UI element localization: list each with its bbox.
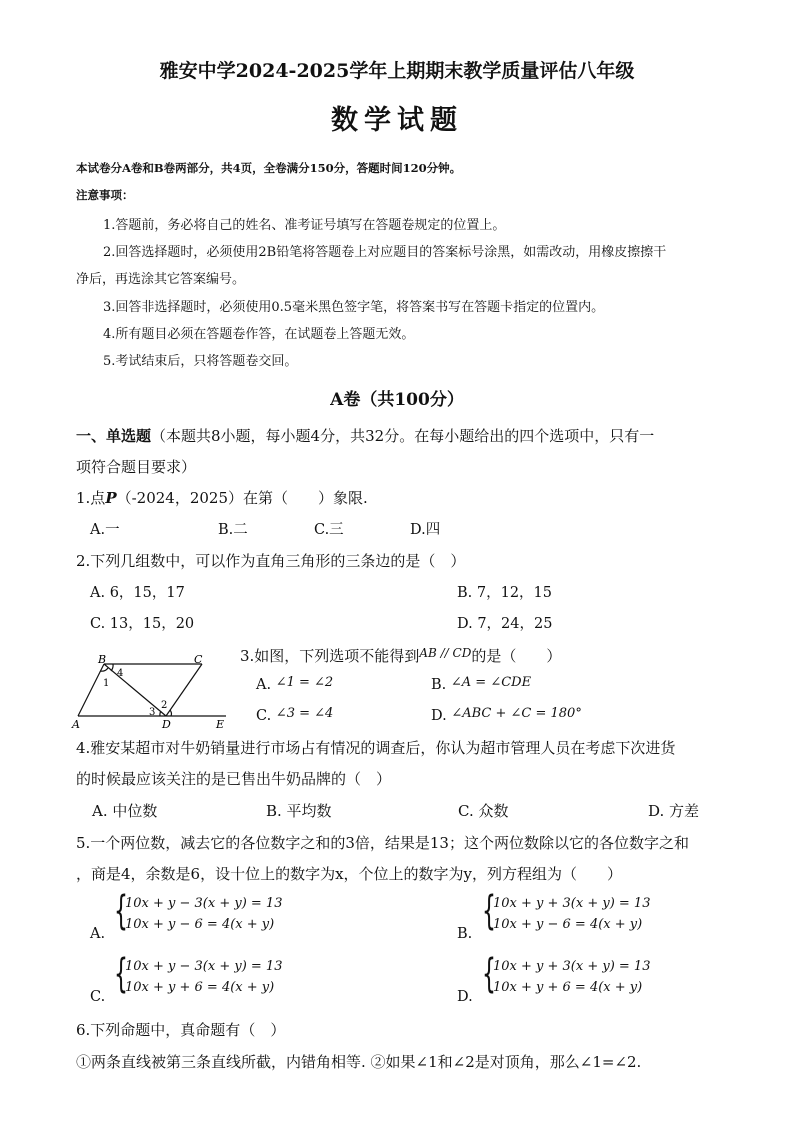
q3-option-b-label: B. <box>431 677 447 693</box>
notice-item: 1.答题前，务必将自己的姓名、准考证号填写在答题卷规定的位置上。 <box>103 218 506 233</box>
brace-icon: { <box>114 888 128 934</box>
q5-c-eq1: 10x + y − 3(x + y) = 13 <box>125 959 283 974</box>
q5-option-a-label: A. <box>90 926 106 942</box>
brace-icon: { <box>482 951 496 997</box>
q5-b-eq1: 10x + y + 3(x + y) = 13 <box>493 896 651 911</box>
notice-item: 4.所有题目必须在答题卷作答，在试题卷上答题无效。 <box>103 327 415 342</box>
q5-option-a-system <box>125 893 282 935</box>
figure-label-E: E <box>216 718 225 731</box>
q3-option-a[interactable] <box>256 677 333 693</box>
notice-item: 5.考试结束后，只将答题卷交回。 <box>103 354 298 369</box>
notice-item: 2.回答选择题时，必须使用2B铅笔将答题卷上对应题目的答案标号涂黑，如需改动，用橡皮擦擦干 <box>103 245 667 260</box>
q3-option-a-label: A. <box>256 677 272 693</box>
q3-figure <box>70 652 230 732</box>
q2-option-c[interactable]: C. 13，15，20 <box>90 616 195 632</box>
q4-option-a[interactable]: A. 中位数 <box>92 802 158 820</box>
q1-option-c[interactable]: C.三 <box>314 522 344 538</box>
q5-option-c-system <box>125 956 282 998</box>
figure-angle-4: 4 <box>117 668 124 679</box>
notice-item: 3.回答非选择题时，必须使用0.5毫米黑色签字笔，将答案书写在答题卡指定的位置内。 <box>103 300 605 315</box>
q1-option-d[interactable]: D.四 <box>410 522 441 538</box>
q5-option-b-label: B. <box>457 926 473 942</box>
q4-option-d[interactable]: D. 方差 <box>648 802 700 820</box>
q2-option-b[interactable]: B. 7，12，15 <box>457 585 553 601</box>
question-5-stem: 5.一个两位数，减去它的各位数字之和的3倍，结果是13；这个两位数除以它的各位数字之和 <box>76 834 689 852</box>
q1-rest: （-2024，2025）在第（ ）象限. <box>116 489 368 507</box>
q1-prefix: 1.点 <box>76 489 106 507</box>
question-4-stem: 4.雅安某超市对牛奶销量进行市场占有情况的调查后，你认为超市管理人员在考虑下次进货 <box>76 739 676 757</box>
q2-option-d[interactable]: D. 7，24，25 <box>457 616 553 632</box>
part1-desc-cont: 项符合题目要求） <box>76 458 197 476</box>
q3-suffix: 的是（ ） <box>471 647 562 665</box>
figure-angle-2: 2 <box>161 700 168 711</box>
figure-angle-3: 3 <box>149 707 156 718</box>
q1-point: P <box>105 489 117 507</box>
subject-title: 数学试题 <box>331 105 463 136</box>
q3-option-d-math: ∠ABC + ∠C = 180° <box>451 706 582 721</box>
q3-option-d[interactable] <box>431 708 582 724</box>
q5-option-c-label: C. <box>90 989 106 1005</box>
notice-heading: 注意事项： <box>76 188 134 202</box>
part1-desc: （本题共8小题，每小题4分，共32分。在每小题给出的四个选项中，只有一 <box>151 427 655 445</box>
q5-c-eq2: 10x + y + 6 = 4(x + y) <box>125 980 275 995</box>
q1-option-b[interactable]: B.二 <box>218 522 248 538</box>
question-6-statements: ①两条直线被第三条直线所截，内错角相等. ②如果∠1和∠2是对顶角，那么∠1=∠2. <box>76 1053 642 1071</box>
question-2-stem: 2.下列几组数中，可以作为直角三角形的三条边的是（ ） <box>76 552 466 570</box>
question-1-stem <box>76 487 368 508</box>
figure-angle-1: 1 <box>103 678 110 689</box>
q5-option-d-system <box>493 956 650 998</box>
q3-option-c-math: ∠3 = ∠4 <box>275 706 334 721</box>
figure-label-C: C <box>194 653 203 666</box>
q4-option-c[interactable]: C. 众数 <box>458 802 509 820</box>
exam-title: 雅安中学2024-2025学年上期期末教学质量评估八年级 <box>159 60 635 82</box>
q3-relation: AB // CD <box>419 646 472 660</box>
q3-prefix: 3.如图，下列选项不能得到 <box>240 647 420 665</box>
q3-option-b-math: ∠A = ∠CDE <box>450 675 532 690</box>
q5-b-eq2: 10x + y − 6 = 4(x + y) <box>493 917 643 932</box>
notice-item: 净后，再选涂其它答案编号。 <box>76 272 246 287</box>
q5-option-b-system <box>493 893 650 935</box>
question-3-stem <box>240 645 561 666</box>
brace-icon: { <box>114 951 128 997</box>
q3-option-b[interactable] <box>431 677 531 693</box>
q3-option-a-math: ∠1 = ∠2 <box>275 675 334 690</box>
part1-heading <box>76 425 654 446</box>
q5-d-eq1: 10x + y + 3(x + y) = 13 <box>493 959 651 974</box>
question-6-stem: 6.下列命题中，真命题有（ ） <box>76 1021 286 1039</box>
q5-option-d-label: D. <box>457 989 473 1005</box>
part1-label: 一、单选题 <box>76 427 152 445</box>
brace-icon: { <box>482 888 496 934</box>
figure-label-D: D <box>162 718 171 731</box>
section-a-title: A卷（共100分） <box>330 390 464 410</box>
q1-option-a[interactable]: A.一 <box>90 522 120 538</box>
q3-option-c-label: C. <box>256 708 272 724</box>
figure-label-A: A <box>72 718 80 731</box>
q4-option-b[interactable]: B. 平均数 <box>266 802 332 820</box>
figure-label-B: B <box>98 653 107 666</box>
q5-d-eq2: 10x + y + 6 = 4(x + y) <box>493 980 643 995</box>
q5-a-eq1: 10x + y − 3(x + y) = 13 <box>125 896 283 911</box>
question-4-stem-cont: 的时候最应该关注的是已售出牛奶品牌的（ ） <box>76 770 392 788</box>
q5-a-eq2: 10x + y − 6 = 4(x + y) <box>125 917 275 932</box>
q3-option-c[interactable] <box>256 708 333 724</box>
exam-info: 本试卷分A卷和B卷两部分，共4页，全卷满分150分，答题时间120分钟。 <box>76 161 462 175</box>
q2-option-a[interactable]: A. 6，15，17 <box>90 585 185 601</box>
question-5-stem-cont: ，商是4，余数是6，设十位上的数字为x，个位上的数字为y，列方程组为（ ） <box>76 865 623 883</box>
q3-option-d-label: D. <box>431 708 447 724</box>
